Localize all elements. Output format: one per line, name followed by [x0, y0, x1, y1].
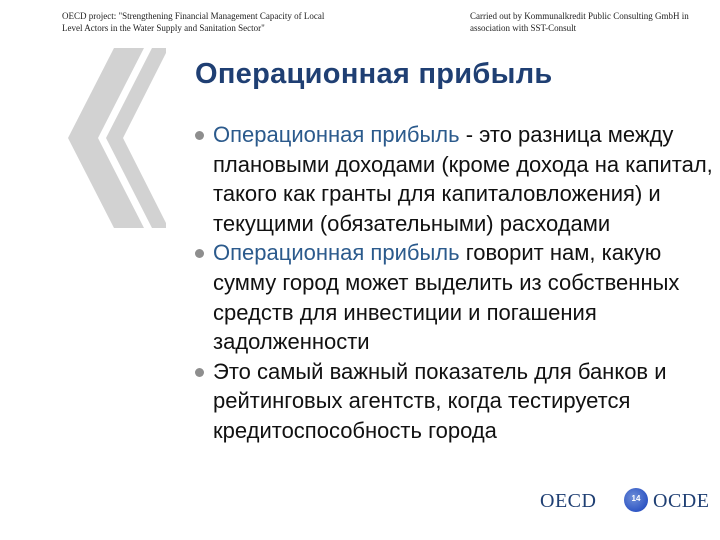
- header-consultant-text: Carried out by Kommunalkredit Public Consulting GmbH in association with SST-Consult: [470, 11, 689, 33]
- page-number-circle-icon: [624, 488, 648, 512]
- logo-ocde-text: OCDE: [653, 490, 710, 512]
- decorative-chevron-icon: [56, 48, 166, 228]
- bullet-item: [193, 357, 713, 446]
- bullet-dot-icon: [195, 249, 204, 258]
- bullet-list: [193, 120, 713, 446]
- bullet-dot-icon: [195, 131, 204, 140]
- header-project-text: OECD project: "Strengthening Financial Management Capacity of Local Level Actors in the Water Supply and Sanitation Sector": [62, 11, 325, 33]
- bullet-highlight: Операционная прибыль: [213, 122, 460, 147]
- bullet-highlight: Операционная прибыль: [213, 240, 460, 266]
- bullet-text: Это самый важный показатель для банков и рейтинговых агентств, когда тестируется кредитоспособность города: [213, 358, 667, 443]
- bullet-text: - это разница между плановыми доходами (кроме дохода на капитал, такого как гранты для капиталовложения) и текущими (обязательными) расходами: [213, 122, 713, 236]
- oecd-logo: [540, 488, 710, 518]
- logo-oecd-text: OECD: [540, 490, 597, 512]
- bullet-text: говорит нам, какую сумму город может выделить из собственных средств для инвестиции и погашения задолженности: [213, 240, 680, 355]
- bullet-item: [193, 238, 713, 356]
- slide-title: Операционная прибыль: [195, 58, 553, 90]
- bullet-item: [193, 120, 713, 238]
- bullet-dot-icon: [195, 368, 204, 377]
- page-number: 14: [631, 494, 641, 503]
